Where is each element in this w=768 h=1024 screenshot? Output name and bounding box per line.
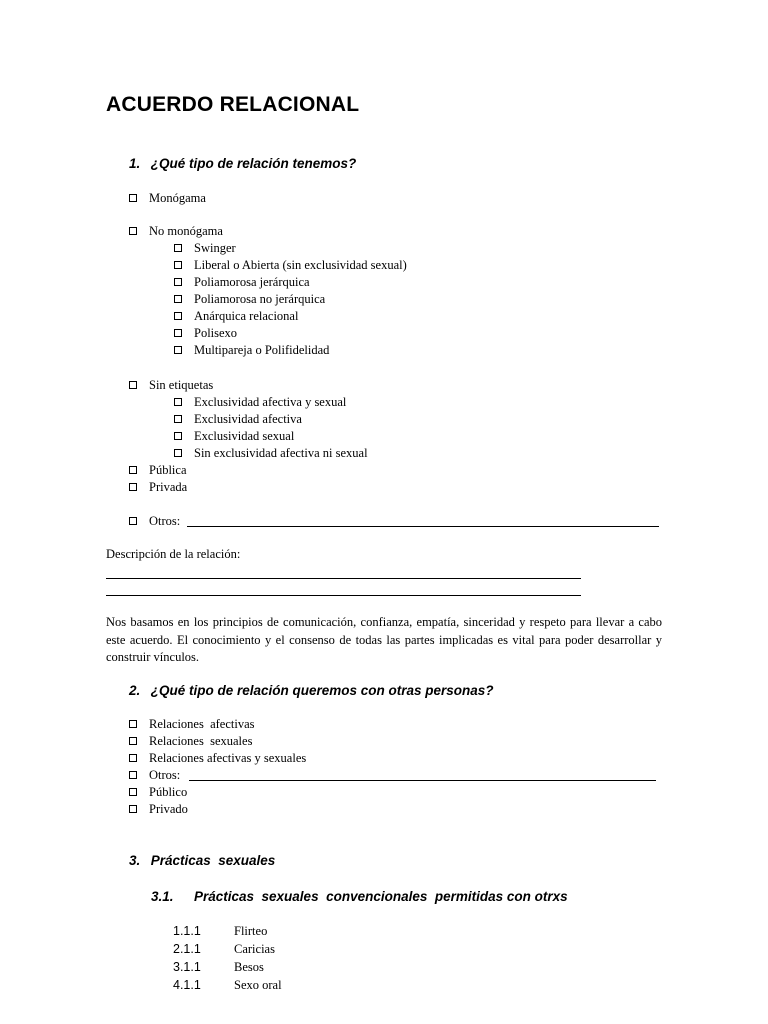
option-monogama[interactable]: Monógama: [129, 190, 206, 207]
checkbox[interactable]: [174, 244, 182, 252]
section-3-1-title: Prácticas sexuales convencionales permitidas con otrxs: [193, 889, 568, 904]
suboption-item[interactable]: Poliamorosa no jerárquica: [174, 291, 407, 308]
descripcion-blank-line-2[interactable]: [106, 595, 581, 596]
checkbox[interactable]: [174, 312, 182, 320]
principles-paragraph: Nos basamos en los principios de comunicación, confianza, empatía, sinceridad y respeto para llevar a cabo este acuerdo. El conocimiento y el consenso de todas las partes implicadas es vital para poder desarrollar y construir vínculos.: [106, 615, 662, 664]
suboption-item[interactable]: Exclusividad afectiva: [174, 411, 368, 428]
checkbox[interactable]: [174, 261, 182, 269]
checkbox[interactable]: [174, 329, 182, 337]
checkbox[interactable]: [129, 720, 137, 728]
option-publico[interactable]: Público: [129, 784, 306, 801]
visibility-options-1: [129, 462, 187, 496]
checkbox[interactable]: [129, 517, 137, 525]
section-2-number: 2.: [129, 683, 141, 698]
section-3-title: Prácticas sexuales: [150, 853, 276, 868]
option-otros-1[interactable]: Otros:: [129, 513, 180, 530]
option-relaciones-afectivas[interactable]: Relaciones afectivas: [129, 716, 306, 733]
suboption-item[interactable]: Poliamorosa jerárquica: [174, 274, 407, 291]
option-sin-etiquetas[interactable]: Sin etiquetas: [129, 377, 213, 394]
option-privado[interactable]: Privado: [129, 801, 306, 818]
option-otros-2[interactable]: Otros:: [129, 767, 306, 784]
checkbox[interactable]: [174, 295, 182, 303]
suboption-item[interactable]: Liberal o Abierta (sin exclusividad sexual): [174, 257, 407, 274]
checkbox[interactable]: [174, 398, 182, 406]
section-3-number: 3.: [129, 853, 141, 868]
option-privada[interactable]: Privada: [129, 479, 187, 496]
checkbox[interactable]: [129, 788, 137, 796]
otros-1-blank-line[interactable]: [187, 526, 659, 527]
checkbox[interactable]: [174, 278, 182, 286]
option-relaciones-afectivas-sexuales[interactable]: Relaciones afectivas y sexuales: [129, 750, 306, 767]
suboption-item[interactable]: Anárquica relacional: [174, 308, 407, 325]
section-3-heading: [129, 852, 275, 870]
descripcion-blank-line-1[interactable]: [106, 578, 581, 579]
section-3-1-heading: [151, 888, 568, 906]
practices-list: [173, 922, 282, 994]
section-2-options: [129, 716, 306, 818]
option-relaciones-sexuales[interactable]: Relaciones sexuales: [129, 733, 306, 750]
practice-item: 3.1.1 Besos: [173, 960, 264, 974]
document-title: ACUERDO RELACIONAL: [106, 93, 360, 116]
sin-etiquetas-suboptions: [174, 394, 368, 462]
option-publica[interactable]: Pública: [129, 462, 187, 479]
suboption-item[interactable]: Swinger: [174, 240, 407, 257]
checkbox[interactable]: [129, 805, 137, 813]
checkbox[interactable]: [129, 227, 137, 235]
section-1-heading: [129, 155, 356, 173]
practice-item: 4.1.1 Sexo oral: [173, 978, 282, 992]
checkbox[interactable]: [174, 346, 182, 354]
suboption-item[interactable]: Exclusividad sexual: [174, 428, 368, 445]
checkbox[interactable]: [129, 737, 137, 745]
section-1-number: 1.: [129, 156, 141, 171]
practice-item: 1.1.1 Flirteo: [173, 924, 268, 938]
checkbox[interactable]: [129, 194, 137, 202]
suboption-item[interactable]: Exclusividad afectiva y sexual: [174, 394, 368, 411]
checkbox[interactable]: [174, 449, 182, 457]
checkbox[interactable]: [174, 415, 182, 423]
otros-2-blank-line[interactable]: [189, 780, 656, 781]
checkbox[interactable]: [129, 466, 137, 474]
suboption-item[interactable]: Multipareja o Polifidelidad: [174, 342, 407, 359]
section-3-1-number: 3.1.: [151, 889, 174, 904]
checkbox[interactable]: [129, 754, 137, 762]
practice-item: 2.1.1 Caricias: [173, 942, 275, 956]
section-2-question: ¿Qué tipo de relación queremos con otras personas?: [150, 683, 494, 698]
option-no-monogama[interactable]: No monógama: [129, 223, 223, 240]
checkbox[interactable]: [129, 381, 137, 389]
no-monogama-suboptions: [174, 240, 407, 359]
suboption-item[interactable]: Polisexo: [174, 325, 407, 342]
suboption-item[interactable]: Sin exclusividad afectiva ni sexual: [174, 445, 368, 462]
checkbox[interactable]: [174, 432, 182, 440]
descripcion-label: Descripción de la relación:: [106, 547, 241, 561]
section-2-heading: [129, 682, 494, 700]
section-1-question: ¿Qué tipo de relación tenemos?: [150, 156, 357, 171]
checkbox[interactable]: [129, 483, 137, 491]
checkbox[interactable]: [129, 771, 137, 779]
